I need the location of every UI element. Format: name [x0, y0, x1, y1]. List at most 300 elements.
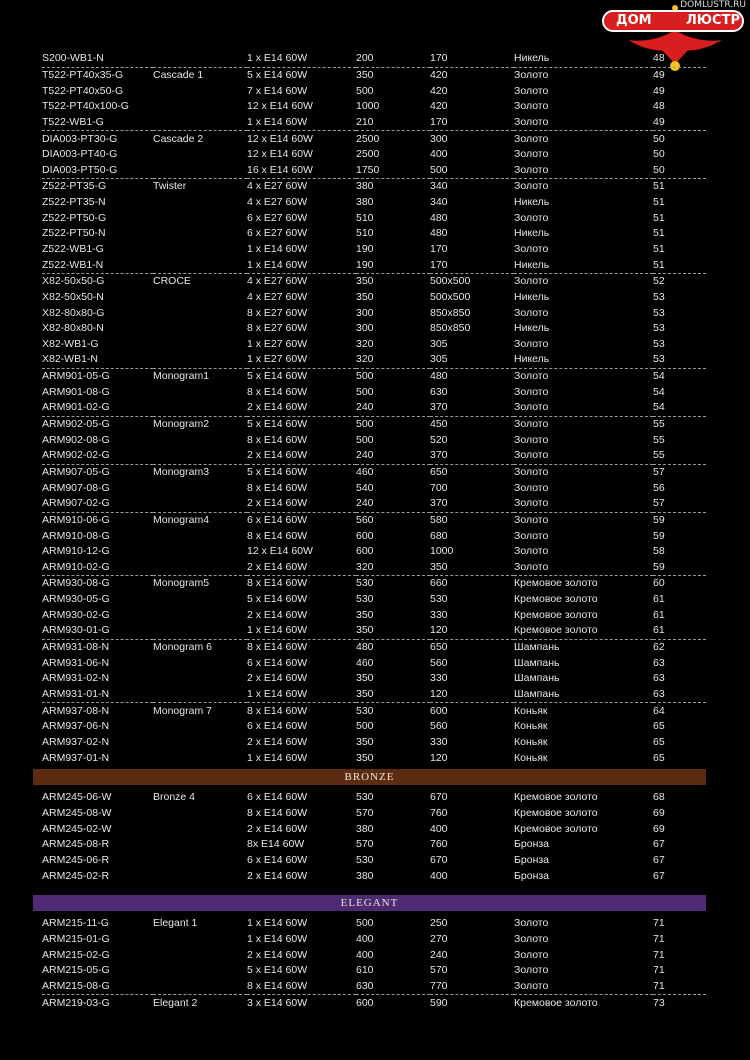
table-row: [42, 115, 706, 131]
table-row: [42, 210, 706, 226]
finish-cell: Золото: [514, 275, 549, 288]
table-row: [42, 837, 706, 853]
table-row: [42, 305, 706, 321]
height-cell: 380: [356, 869, 374, 882]
collection-cell: [153, 290, 247, 306]
finish-cell: Шампань: [514, 687, 653, 703]
height-cell: 600: [356, 545, 374, 558]
article-cell: ARM937-06-N: [42, 720, 110, 733]
diameter-cell: 630: [430, 385, 448, 398]
diameter-cell: 700: [430, 481, 448, 494]
article-cell: ARM937-08-N: [42, 704, 110, 717]
finish-cell: Кремовое золото: [514, 593, 598, 606]
finish-cell: Золото: [514, 917, 549, 930]
article-cell: X82-50x50-N: [42, 290, 104, 303]
page-cell: 63: [653, 656, 665, 669]
height-cell: 240: [356, 496, 430, 512]
article-cell: ARM901-02-G: [42, 400, 153, 416]
diameter-cell: 480: [430, 370, 448, 383]
diameter-cell: 120: [430, 687, 514, 703]
lamps-cell: 4 x E27 60W: [247, 180, 308, 193]
collection-cell: [153, 210, 247, 226]
collection-cell: Monogram4: [153, 513, 210, 526]
lamps-cell: 8 x E14 60W: [247, 385, 308, 398]
collection-cell: Elegant 1: [153, 917, 198, 930]
lamps-cell: 2 x E14 60W: [247, 869, 308, 882]
page-cell: 55: [653, 433, 665, 446]
table-row: [42, 623, 706, 639]
article-cell: ARM910-12-G: [42, 545, 110, 558]
page-cell: 50: [653, 162, 706, 178]
page-cell: 54: [653, 400, 706, 416]
article-cell: Z522-PT35-N: [42, 196, 106, 209]
diameter-cell: 560: [430, 656, 448, 669]
table-row: [42, 995, 706, 1011]
diameter-cell: 300: [430, 132, 448, 145]
page-cell: 71: [653, 932, 665, 945]
lamps-cell: 1 x E14 60W: [247, 917, 308, 930]
article-cell: T522-WB1-G: [42, 115, 153, 131]
lamps-cell: 12 x E14 60W: [247, 100, 313, 113]
collection-cell: [153, 195, 247, 211]
page-cell: 56: [653, 481, 665, 494]
page-cell: 53: [653, 306, 665, 319]
article-cell: T522-PT40x100-G: [42, 100, 129, 113]
finish-cell: Золото: [514, 529, 549, 542]
diameter-cell: 760: [430, 806, 448, 819]
lamps-cell: 1 x E14 60W: [247, 51, 356, 67]
article-cell: ARM215-01-G: [42, 932, 110, 945]
height-cell: 190: [356, 243, 374, 255]
table-row: [42, 671, 706, 687]
height-cell: 610: [356, 964, 374, 977]
page-cell: 69: [653, 822, 665, 835]
finish-cell: Золото: [514, 100, 549, 113]
lamps-cell: 6 x E14 60W: [247, 720, 308, 733]
diameter-cell: 500x500: [430, 290, 471, 303]
page-cell: 61: [653, 593, 665, 606]
diameter-cell: 670: [430, 853, 448, 866]
collection-cell: [153, 115, 247, 131]
page-cell: 58: [653, 545, 665, 558]
height-cell: 570: [356, 838, 374, 851]
page-cell: 73: [653, 996, 665, 1009]
article-cell: X82-50x50-G: [42, 275, 105, 288]
article-cell: ARM245-02-R: [42, 869, 110, 882]
collection-cell: Twister: [153, 180, 187, 193]
collection-cell: Monogram 7: [153, 704, 212, 717]
diameter-cell: 370: [430, 400, 514, 416]
collection-cell: [153, 687, 247, 703]
lamps-cell: 16 x E14 60W: [247, 162, 356, 178]
page-cell: 67: [653, 853, 665, 866]
finish-cell: Золото: [514, 948, 549, 961]
diameter-cell: 660: [430, 577, 448, 590]
lamps-cell: 3 x E14 60W: [247, 996, 308, 1009]
page-cell: 49: [653, 84, 665, 97]
collection-cell: [153, 432, 247, 448]
height-cell: 460: [356, 656, 374, 669]
finish-cell: Никель: [514, 227, 550, 240]
height-cell: 350: [356, 275, 374, 288]
collection-cell: Monogram3: [153, 465, 210, 478]
diameter-cell: 650: [430, 641, 448, 654]
article-cell: ARM245-08-W: [42, 806, 112, 819]
height-cell: 190: [356, 257, 430, 273]
table-row: [42, 979, 706, 995]
collection-cell: [153, 305, 247, 321]
article-cell: Z522-PT35-G: [42, 180, 107, 193]
diameter-cell: 420: [430, 68, 448, 81]
collection-cell: [153, 963, 247, 979]
lamps-cell: 8 x E14 60W: [247, 577, 308, 590]
height-cell: 350: [356, 735, 374, 748]
article-cell: ARM215-11-G: [42, 917, 109, 930]
collection-cell: CROCE: [153, 275, 191, 288]
table-row: [42, 496, 706, 512]
article-cell: ARM907-05-G: [42, 465, 110, 478]
article-cell: X82-WB1-G: [42, 337, 99, 350]
diameter-cell: 500x500: [430, 275, 471, 288]
collection-cell: [153, 655, 247, 671]
finish-cell: Золото: [514, 560, 653, 576]
diameter-cell: 120: [430, 623, 514, 639]
lamps-cell: 2 x E14 60W: [247, 672, 308, 685]
collection-cell: Bronze 4: [153, 791, 196, 804]
lamps-cell: 5 x E14 60W: [247, 68, 308, 81]
height-cell: 380: [356, 180, 374, 193]
article-cell: ARM215-05-G: [42, 964, 110, 977]
lamps-cell: 12 x E14 60W: [247, 132, 313, 145]
diameter-cell: 600: [430, 704, 448, 717]
table-row: [42, 416, 706, 432]
diameter-cell: 400: [430, 148, 448, 161]
lamps-cell: 6 x E14 60W: [247, 656, 308, 669]
collection-cell: [153, 321, 247, 337]
table-row: [42, 432, 706, 448]
finish-cell: Никель: [514, 257, 653, 273]
finish-cell: Никель: [514, 352, 653, 368]
article-cell: T522-PT40x50-G: [42, 84, 124, 97]
diameter-cell: 270: [430, 932, 448, 945]
lamps-cell: 8 x E14 60W: [247, 481, 308, 494]
collection-cell: [153, 448, 247, 464]
height-cell: 1000: [356, 100, 380, 113]
article-cell: DIA003-PT50-G: [42, 162, 153, 178]
height-cell: 530: [356, 791, 374, 804]
diameter-cell: 250: [430, 917, 448, 930]
finish-cell: Золото: [514, 545, 549, 558]
height-cell: 400: [356, 932, 374, 945]
finish-cell: Золото: [514, 84, 549, 97]
diameter-cell: 520: [430, 433, 448, 446]
article-cell: ARM902-02-G: [42, 448, 153, 464]
finish-cell: Золото: [514, 115, 653, 131]
article-cell: ARM910-06-G: [42, 513, 110, 526]
finish-cell: Золото: [514, 400, 653, 416]
collection-cell: [153, 99, 247, 115]
article-cell: ARM907-02-G: [42, 496, 153, 512]
diameter-cell: 400: [430, 869, 448, 882]
article-cell: X82-WB1-N: [42, 352, 153, 368]
page-cell: 59: [653, 529, 665, 542]
height-cell: 240: [356, 400, 430, 416]
page-cell: 48: [653, 100, 665, 113]
diameter-cell: 850x850: [430, 322, 471, 335]
table-row: [42, 576, 706, 592]
logo-word-dom: ДОМ: [616, 13, 652, 28]
finish-cell: Коньяк: [514, 704, 548, 717]
finish-cell: Коньяк: [514, 735, 548, 748]
lamps-cell: 1 x E14 60W: [247, 623, 356, 639]
page-cell: 57: [653, 496, 706, 512]
collection-cell: [153, 947, 247, 963]
table-row: [42, 560, 706, 576]
article-cell: ARM930-05-G: [42, 593, 110, 606]
page-cell: 51: [653, 211, 665, 224]
page-cell: 61: [653, 623, 706, 639]
lamps-cell: 1 x E14 60W: [247, 115, 356, 131]
diameter-cell: 350: [430, 560, 514, 576]
finish-cell: Бронза: [514, 869, 550, 882]
diameter-cell: 680: [430, 529, 448, 542]
article-cell: ARM937-01-N: [42, 751, 110, 764]
page-cell: 51: [653, 227, 665, 240]
article-cell: ARM245-06-W: [42, 791, 112, 804]
article-cell: ARM901-05-G: [42, 370, 110, 383]
page-cell: 55: [653, 448, 706, 464]
article-cell: Z522-WB1-G: [42, 243, 104, 255]
collection-cell: Elegant 2: [153, 996, 198, 1009]
height-cell: 500: [356, 720, 374, 733]
table-row: [42, 639, 706, 655]
diameter-cell: 560: [430, 720, 448, 733]
article-cell: Z522-PT50-G: [42, 211, 107, 224]
article-cell: ARM910-08-G: [42, 529, 110, 542]
collection-cell: [153, 226, 247, 242]
table-row: [42, 963, 706, 979]
catalog-table-bronze: [42, 790, 706, 884]
table-row: [42, 273, 706, 289]
lamps-cell: 8x E14 60W: [247, 838, 305, 851]
lamps-cell: 5 x E14 60W: [247, 418, 308, 431]
page-cell: 52: [653, 275, 665, 288]
finish-cell: Золото: [514, 465, 549, 478]
page-cell: 68: [653, 791, 665, 804]
height-cell: 530: [356, 593, 374, 606]
table-row: [42, 99, 706, 115]
table-row: [42, 384, 706, 400]
finish-cell: Золото: [514, 211, 549, 224]
article-cell: Z522-PT50-N: [42, 227, 106, 240]
article-cell: X82-80x80-N: [42, 322, 104, 335]
lamps-cell: 8 x E14 60W: [247, 979, 356, 995]
page-cell: 50: [653, 132, 665, 145]
height-cell: 320: [356, 560, 430, 576]
collection-cell: [153, 384, 247, 400]
collection-cell: [153, 560, 247, 576]
table-row: [42, 916, 706, 932]
finish-cell: Бронза: [514, 838, 550, 851]
table-row: [42, 821, 706, 837]
article-cell: ARM931-06-N: [42, 656, 110, 669]
section-header-elegant: ELEGANT: [33, 895, 706, 911]
article-cell: ARM219-03-G: [42, 996, 110, 1009]
collection-cell: [153, 719, 247, 735]
table-row: [42, 448, 706, 464]
finish-cell: Шампань: [514, 672, 560, 685]
article-cell: ARM215-02-G: [42, 948, 110, 961]
article-cell: DIA003-PT30-G: [42, 132, 118, 145]
lamps-cell: 6 x E14 60W: [247, 513, 308, 526]
page-cell: 60: [653, 577, 665, 590]
finish-cell: Кремовое золото: [514, 791, 598, 804]
lamps-cell: 1 x E14 60W: [247, 751, 308, 764]
finish-cell: Золото: [514, 243, 549, 255]
collection-cell: [153, 544, 247, 560]
page-cell: 65: [653, 720, 665, 733]
collection-cell: [153, 979, 247, 995]
height-cell: 2500: [356, 148, 380, 161]
lamps-cell: 6 x E27 60W: [247, 211, 308, 224]
table-row: [42, 806, 706, 822]
diameter-cell: 650: [430, 465, 448, 478]
table-row: [42, 528, 706, 544]
collection-cell: Cascade 2: [153, 132, 204, 145]
collection-cell: [153, 806, 247, 822]
article-cell: ARM910-02-G: [42, 560, 153, 576]
finish-cell: Никель: [514, 51, 653, 67]
diameter-cell: 305: [430, 352, 514, 368]
page-cell: 54: [653, 385, 665, 398]
table-row: [42, 932, 706, 948]
table-row: [42, 480, 706, 496]
article-cell: S200-WB1-N: [42, 51, 153, 67]
article-cell: ARM245-02-W: [42, 822, 112, 835]
page-cell: 53: [653, 337, 665, 350]
finish-cell: Никель: [514, 322, 550, 335]
page-cell: 71: [653, 979, 706, 995]
diameter-cell: 340: [430, 180, 448, 193]
height-cell: 320: [356, 352, 430, 368]
table-row: [42, 655, 706, 671]
table-row: [42, 67, 706, 83]
finish-cell: Кремовое золото: [514, 996, 598, 1009]
page-cell: 67: [653, 869, 665, 882]
finish-cell: Шампань: [514, 641, 560, 654]
collection-cell: Monogram5: [153, 577, 210, 590]
lamps-cell: 8 x E14 60W: [247, 806, 308, 819]
article-cell: ARM901-08-G: [42, 385, 110, 398]
page-cell: 71: [653, 917, 665, 930]
page-cell: 57: [653, 465, 665, 478]
lamps-cell: 8 x E14 60W: [247, 433, 308, 446]
collection-cell: [153, 147, 247, 163]
page-cell: 53: [653, 322, 665, 335]
collection-cell: [153, 400, 247, 416]
article-cell: ARM245-08-R: [42, 838, 110, 851]
diameter-cell: 1000: [430, 545, 454, 558]
page-cell: 59: [653, 513, 665, 526]
finish-cell: Золото: [514, 979, 653, 995]
article-cell: ARM907-08-G: [42, 481, 110, 494]
diameter-cell: 500: [430, 162, 514, 178]
page-cell: 64: [653, 704, 665, 717]
collection-cell: [153, 480, 247, 496]
table-row: [42, 226, 706, 242]
page-cell: 67: [653, 838, 665, 851]
lamps-cell: 1 x E14 60W: [247, 243, 308, 255]
finish-cell: Бронза: [514, 853, 550, 866]
height-cell: 570: [356, 806, 374, 819]
diameter-cell: 450: [430, 418, 448, 431]
diameter-cell: 760: [430, 838, 448, 851]
collection-cell: Cascade 1: [153, 68, 204, 81]
finish-cell: Золото: [514, 370, 549, 383]
height-cell: 530: [356, 577, 374, 590]
height-cell: 560: [356, 513, 374, 526]
table-row: [42, 400, 706, 416]
collection-cell: [153, 821, 247, 837]
page-cell: 71: [653, 964, 665, 977]
lamps-cell: 5 x E14 60W: [247, 593, 308, 606]
table-row: [42, 790, 706, 806]
article-cell: ARM902-08-G: [42, 433, 110, 446]
lamps-cell: 2 x E14 60W: [247, 822, 308, 835]
table-row: [42, 719, 706, 735]
finish-cell: Золото: [514, 180, 549, 193]
collection-cell: Monogram2: [153, 418, 210, 431]
lamps-cell: 8 x E27 60W: [247, 306, 308, 319]
finish-cell: Золото: [514, 148, 549, 161]
table-row: [42, 290, 706, 306]
height-cell: 540: [356, 481, 374, 494]
lamps-cell: 2 x E14 60W: [247, 735, 308, 748]
section-header-bronze: BRONZE: [33, 769, 706, 785]
logo-url: DOMLUSTR.RU: [680, 0, 746, 10]
diameter-cell: 480: [430, 227, 448, 240]
article-cell: DIA003-PT40-G: [42, 148, 118, 161]
page-cell: 49: [653, 115, 706, 131]
table-row: [42, 321, 706, 337]
height-cell: 210: [356, 115, 430, 131]
finish-cell: Золото: [514, 964, 549, 977]
diameter-cell: 340: [430, 196, 448, 209]
lamps-cell: 12 x E14 60W: [247, 148, 313, 161]
collection-cell: [153, 51, 247, 67]
height-cell: 530: [356, 853, 374, 866]
table-row: [42, 179, 706, 195]
height-cell: 480: [356, 641, 374, 654]
diameter-cell: 570: [430, 964, 448, 977]
finish-cell: Золото: [514, 418, 549, 431]
article-cell: ARM930-02-G: [42, 608, 110, 621]
lamps-cell: 1 x E14 60W: [247, 257, 356, 273]
diameter-cell: 850x850: [430, 306, 471, 319]
article-cell: ARM215-08-G: [42, 979, 153, 995]
lamps-cell: 2 x E14 60W: [247, 496, 356, 512]
lamps-cell: 1 x E14 60W: [247, 687, 356, 703]
diameter-cell: 580: [430, 513, 448, 526]
diameter-cell: 590: [430, 996, 448, 1009]
finish-cell: Кремовое золото: [514, 806, 598, 819]
table-row: [42, 337, 706, 353]
lamps-cell: 5 x E14 60W: [247, 465, 308, 478]
page-cell: 55: [653, 418, 665, 431]
table-row: [42, 868, 706, 884]
height-cell: 510: [356, 211, 374, 224]
table-row: [42, 257, 706, 273]
